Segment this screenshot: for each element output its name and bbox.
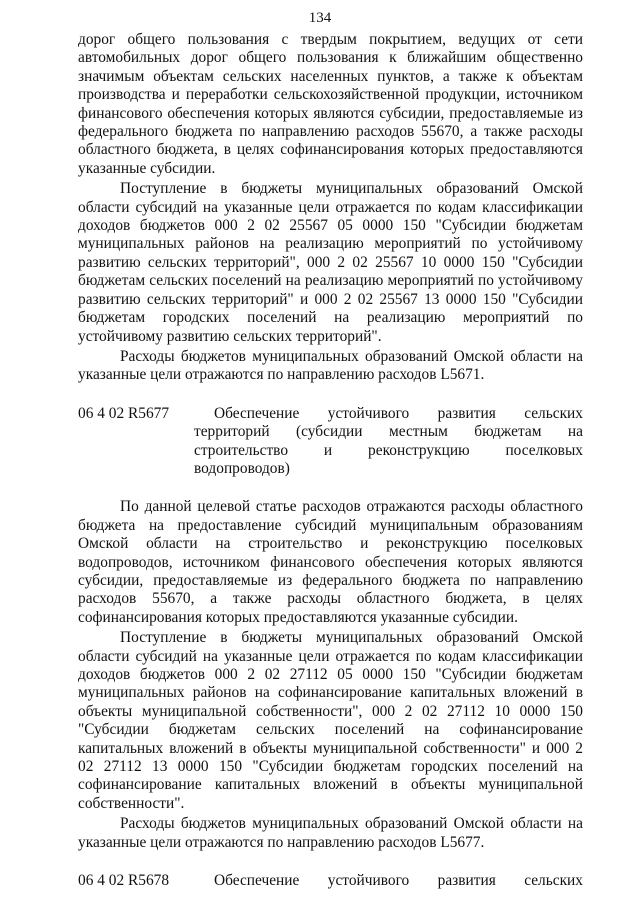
paragraph-4: По данной целевой статье расходов отражаются расходы областного бюджета на предоставление субсидий муниципальным образованиям Омской области на строительство и реконструкцию поселковых водопроводов, источником финансового обеспечения которых являются субсидии, предоставляемые из федерального бюджета по направлению расходов 55670, а также расходы областного бюджета, в целях софинансирования которых предоставляются указанные субсидии.	[78, 498, 583, 626]
budget-code-1: 06 4 02 R5677	[78, 404, 170, 422]
paragraph-5: Поступление в бюджеты муниципальных образований Омской области субсидий на указанные цели отражается по кодам классификации доходов бюджетов 000 2 02 27112 05 0000 150 "Субсидии бюджетам муниципальных районов на софинансирование капитальных вложений в объекты муниципальной собственности", 000 2 02 27112 10 0000 150 "Субсидии бюджетам сельских поселений на софинансирование капитальных вложений в объекты муниципальной собственности" и 000 2 02 27112 13 0000 150 "Субсидии бюджетам городских поселений на софинансирование капитальных вложений в объекты муниципальной собственности".	[78, 629, 583, 812]
budget-code-2-description: Обеспечение устойчивого развития сельских	[214, 872, 583, 890]
paragraph-6: Расходы бюджетов муниципальных образований Омской области на указанные цели отражаются по направлению расходов L5677.	[78, 815, 583, 851]
budget-code-1-description: Обеспечение устойчивого развития сельских территорий (субсидии местным бюджетам на строительство и реконструкцию поселковых водопроводов)	[194, 404, 583, 477]
budget-code-2: 06 4 02 R5678	[78, 872, 170, 890]
page-number: 134	[308, 10, 332, 26]
budget-code-entry-1	[78, 405, 583, 479]
paragraph-3: Расходы бюджетов муниципальных образований Омской области на указанные цели отражаются по направлению расходов L5671.	[78, 347, 583, 384]
paragraph-1: дорог общего пользования с твердым покрытием, ведущих от сети автомобильных дорог общего пользования к ближайшим общественно значимым объектам сельских населенных пунктов, а также к объектам производства и переработки сельскохозяйственной продукции, источником финансового обеспечения которых являются субсидии, предоставляемые из федерального бюджета по направлению расходов 55670, а также расходы областного бюджета, в целях софинансирования которых предоставляются указанные субсидии.	[78, 31, 583, 177]
paragraph-2: Поступление в бюджеты муниципальных образований Омской области субсидий на указанные цели отражается по кодам классификации доходов бюджетов 000 2 02 25567 05 0000 150 "Субсидии бюджетам муниципальных районов на реализацию мероприятий по устойчивому развитию сельских территорий", 000 2 02 25567 10 0000 150 "Субсидии бюджетам сельских поселений на реализацию мероприятий по устойчивому развитию сельских территорий" и 000 2 02 25567 13 0000 150 "Субсидии бюджетам городских поселений на реализацию мероприятий по устойчивому развитию сельских территорий".	[78, 180, 583, 345]
budget-code-entry-2	[78, 872, 583, 890]
page-content	[78, 31, 583, 890]
